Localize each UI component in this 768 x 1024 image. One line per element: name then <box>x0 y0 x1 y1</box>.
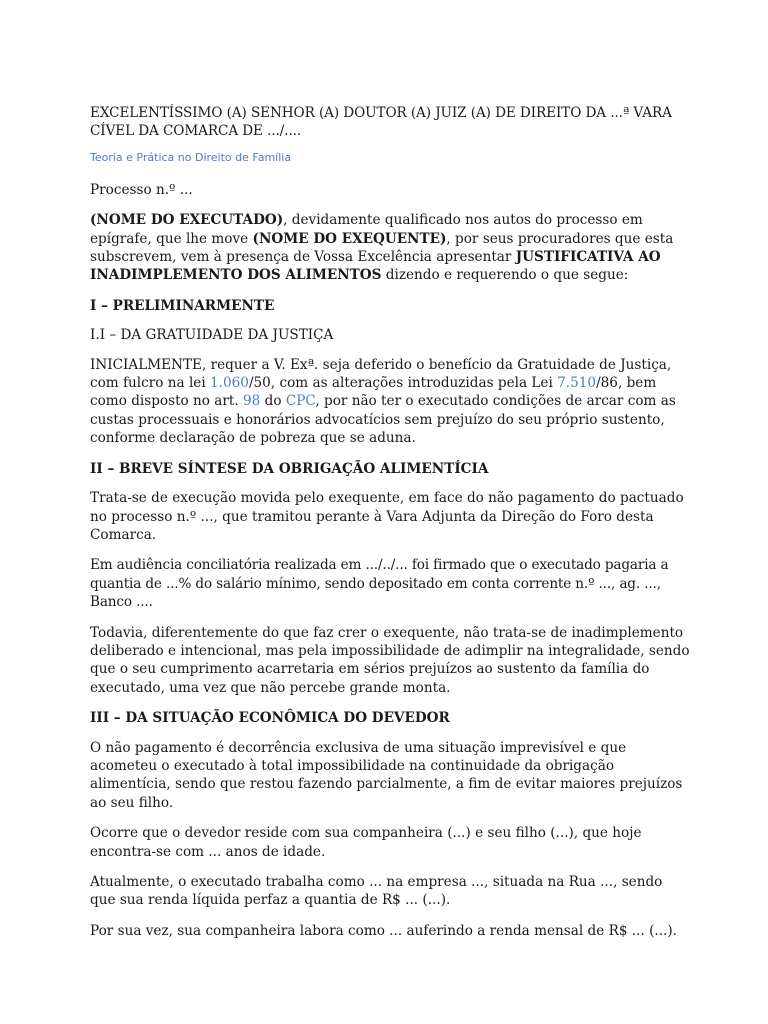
situacao-paragraph-4: Por sua vez, sua companheira labora como ... auferindo a renda mensal de R$ ... (...). <box>90 922 677 939</box>
gratuidade-paragraph: INICIALMENTE, requer a V. Exª. seja deferido o benefício da Gratuidade de Justiça, com fulcro na lei 1.060/50, com as alterações introduzidas pela Lei 7.510/86, bem como disposto no art. 98 do CPC, por não ter o executado condições de arcar com as custas processuais e honorários advocatícios sem prejuízo do seu próprio sustento, conforme declaração de pobreza que se aduna. <box>90 356 676 447</box>
situacao-paragraph-2: Ocorre que o devedor reside com sua companheira (...) e seu filho (...), que hoje encontra-se com ... anos de idade. <box>90 825 642 860</box>
sintese-paragraph-3: Todavia, diferentemente do que faz crer o exequente, não trata-se de inadimplemento deliberado e intencional, mas pela impossibilidade de adimplir na integralidade, sendo que o seu cumprimento acarretaria em sérios prejuízos ao sustento da família do executado, uma vez que não percebe grande monta. <box>90 624 690 696</box>
article-link-98[interactable]: 98 <box>243 393 261 410</box>
document-subtitle: Teoria e Prática no Direito de Família <box>90 150 292 164</box>
sintese-paragraph-2: Em audiência conciliatória realizada em .../../... foi firmado que o executado pagaria a quantia de ...% do salário mínimo, sendo depositado em conta corrente n.º ..., ag. ..., Banco .... <box>90 557 669 611</box>
situacao-paragraph-1: O não pagamento é decorrência exclusiva de uma situação imprevisível e que acometeu o executado à total impossibilidade na continuidade da obrigação alimentícia, sendo que restou fazendo parcialmente, a fim de evitar maiores prejuízos ao seu filho. <box>90 739 683 811</box>
process-number: Processo n.º ... <box>90 181 193 198</box>
section-heading-preliminarmente: I – PRELIMINARMENTE <box>90 297 275 314</box>
exequente-name: (NOME DO EXEQUENTE) <box>252 230 447 247</box>
document-body <box>90 104 690 952</box>
section-heading-sintese: II – BREVE SÍNTESE DA OBRIGAÇÃO ALIMENTÍCIA <box>90 460 489 477</box>
sintese-paragraph-1: Trata-se de execução movida pelo exequente, em face do não pagamento do pactuado no processo n.º ..., que tramitou perante à Vara Adjunta da Direção do Foro desta Comarca. <box>90 490 684 543</box>
situacao-paragraph-3: Atualmente, o executado trabalha como ... na empresa ..., situada na Rua ..., sendo que sua renda líquida perfaz a quantia de R$ ... (...). <box>90 874 663 909</box>
law-link-7510[interactable]: 7.510 <box>557 375 597 392</box>
executado-name: (NOME DO EXECUTADO) <box>90 212 284 229</box>
cpc-link[interactable]: CPC <box>285 393 316 410</box>
section-heading-situacao: III – DA SITUAÇÃO ECONÔMICA DO DEVEDOR <box>90 710 450 727</box>
justificativa-title: JUSTIFICATIVA AO INADIMPLEMENTO DOS ALIMENTOS <box>90 249 661 284</box>
law-link-1060[interactable]: 1.060 <box>210 375 249 392</box>
intro-paragraph: (NOME DO EXECUTADO), devidamente qualificado nos autos do processo em epígrafe, que lhe move (NOME DO EXEQUENTE), por seus procuradores que esta subscrevem, vem à presença de Vossa Excelência apresentar JUSTIFICATIVA AO INADIMPLEMENTO DOS ALIMENTOS dizendo e requerendo o que segue: <box>90 212 674 284</box>
document-title: EXCELENTÍSSIMO (A) SENHOR (A) DOUTOR (A) JUIZ (A) DE DIREITO DA ...ª VARA CÍVEL DA COMARCA DE .../.... <box>90 105 672 140</box>
subsection-heading-gratuidade: I.I – DA GRATUIDADE DA JUSTIÇA <box>90 327 334 344</box>
